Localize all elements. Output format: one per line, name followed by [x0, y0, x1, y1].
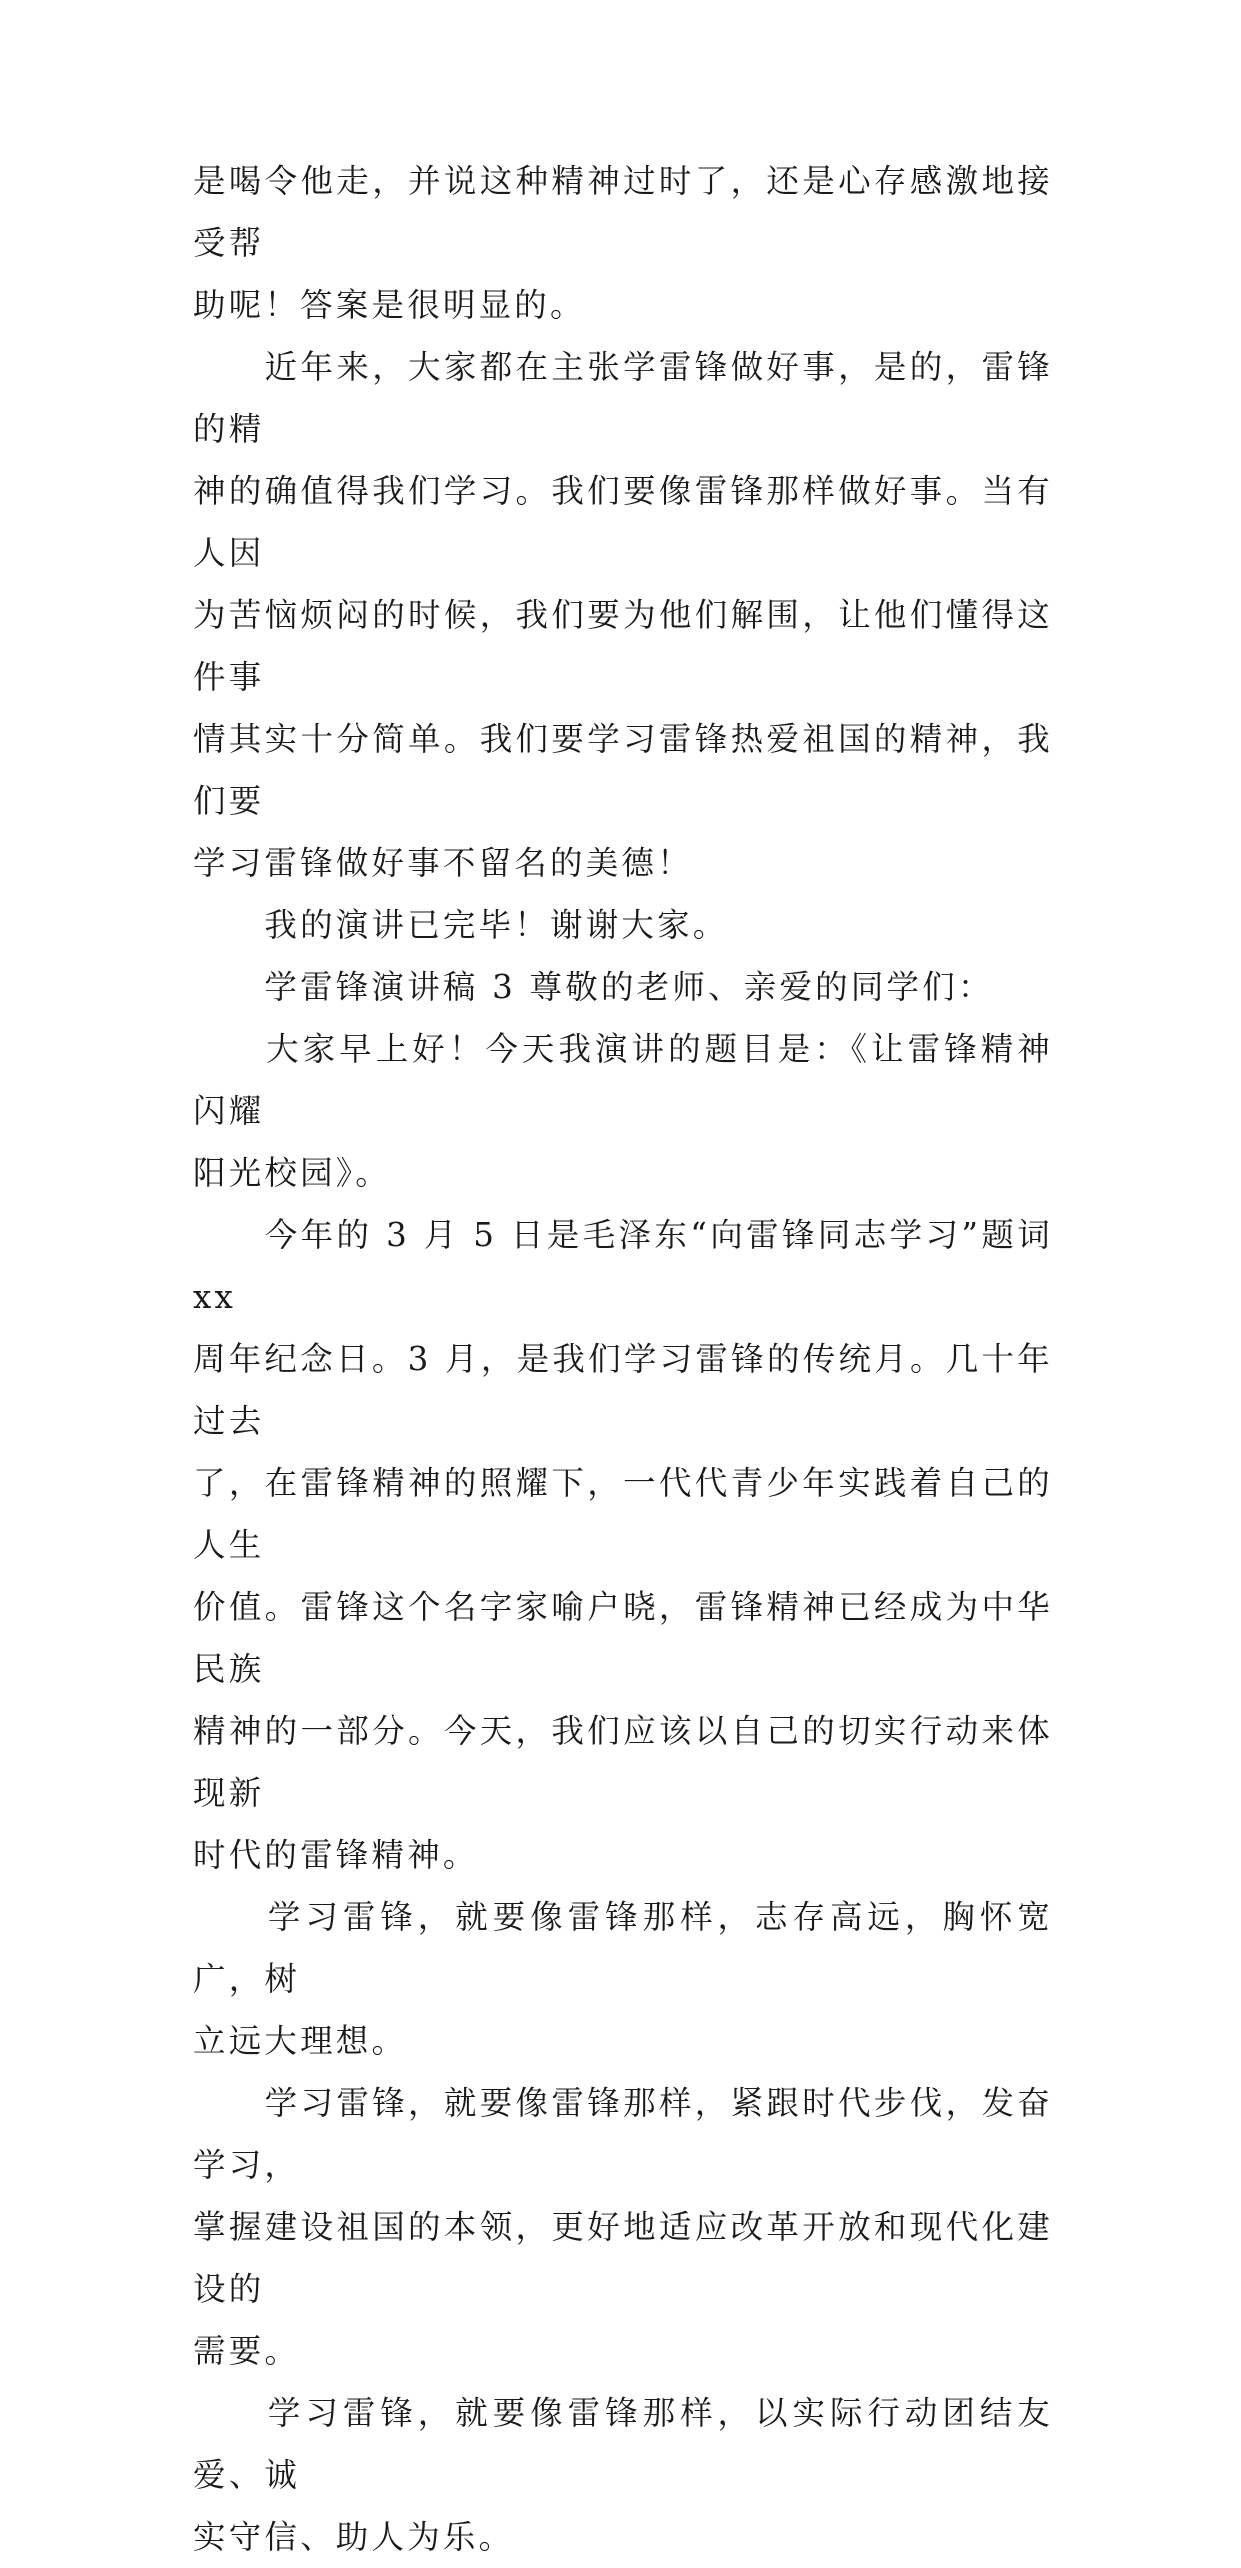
paragraph-1: 是喝令他走，并说这种精神过时了，还是心存感激地接受帮 助呢！答案是很明显的。 — [193, 162, 1053, 324]
paragraph-3: 我的演讲已完毕！谢谢大家。 — [193, 906, 729, 944]
paragraph-5: 大家早上好！今天我演讲的题目是：《让雷锋精神闪耀 阳光校园》。 — [193, 1030, 1053, 1192]
document-body — [193, 150, 1053, 2568]
paragraph-7: 学习雷锋，就要像雷锋那样，志存高远，胸怀宽广，树 立远大理想。 — [193, 1898, 1053, 2060]
paragraph-9: 学习雷锋，就要像雷锋那样，以实际行动团结友爱、诚 实守信、助人为乐。 — [193, 2394, 1053, 2556]
paragraph-8: 学习雷锋，就要像雷锋那样，紧跟时代步伐，发奋学习， 掌握建设祖国的本领，更好地适应改革开放和现代化建设的 需要。 — [193, 2084, 1053, 2370]
paragraph-6: 今年的 3 月 5 日是毛泽东“向雷锋同志学习”题词 xx 周年纪念日。3 月，是我们学习雷锋的传统月。几十年过去 了，在雷锋精神的照耀下，一代代青少年实践着自己的人生 价值。雷锋这个名字家喻户晓，雷锋精神已经成为中华民族 精神的一部分。今天，我们应该以自己的切实行动来体现新 时代的雷锋精神。 — [193, 1216, 1053, 1874]
paragraph-2: 近年来，大家都在主张学雷锋做好事，是的，雷锋的精 神的确值得我们学习。我们要像雷锋那样做好事。当有人因 为苦恼烦闷的时候，我们要为他们解围，让他们懂得这件事 情其实十分简单。我们要学习雷锋热爱祖国的精神，我们要 学习雷锋做好事不留名的美德！ — [193, 348, 1053, 882]
paragraph-4: 学雷锋演讲稿 3 尊敬的老师、亲爱的同学们： — [193, 968, 994, 1006]
